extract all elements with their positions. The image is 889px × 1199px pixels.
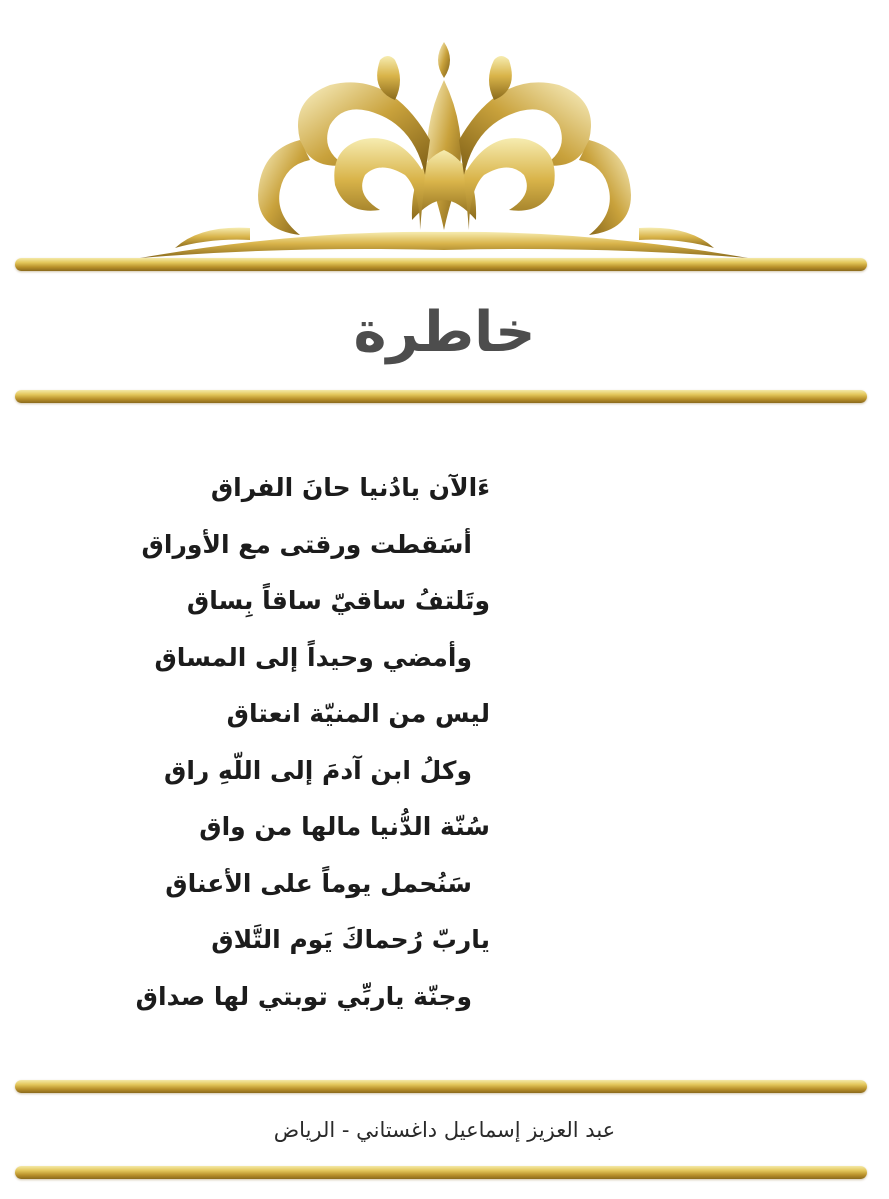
gold-divider-bottom — [15, 1166, 867, 1179]
poem-line: ءَالآن يادُنيا حانَ الفراق — [210, 473, 490, 502]
poem-body — [135, 460, 490, 1025]
gold-divider-under-title — [15, 390, 867, 403]
author-signature: عبد العزيز إسماعيل داغستاني - الرياض — [273, 1118, 616, 1142]
gold-divider-top — [15, 258, 867, 271]
poem-line: سَنُحمل يوماً على الأعناق — [165, 868, 472, 898]
gold-crown-ornament — [0, 0, 889, 290]
poem-line: سُنّة الدُّنيا مالها من واق — [199, 812, 490, 841]
gold-divider-above-author — [15, 1080, 867, 1093]
page-title: خاطرة — [353, 300, 536, 365]
poem-line: وجنّة ياربِّي توبتي لها صداق — [135, 981, 472, 1011]
poem-line: وأمضي وحيداً إلى المساق — [154, 642, 472, 672]
poem-line: وكلُ ابن آدمَ إلى اللّهِ راق — [164, 755, 472, 785]
poem-line: ياربّ رُحماكَ يَوم التَّلاق — [211, 925, 490, 954]
poem-line: ليس من المنيّة انعتاق — [226, 699, 490, 728]
poem-line: وتَلتفُ ساقيّ ساقاً بِساق — [186, 586, 490, 615]
poem-line: أسَقطت ورقتى مع الأوراق — [141, 529, 472, 559]
